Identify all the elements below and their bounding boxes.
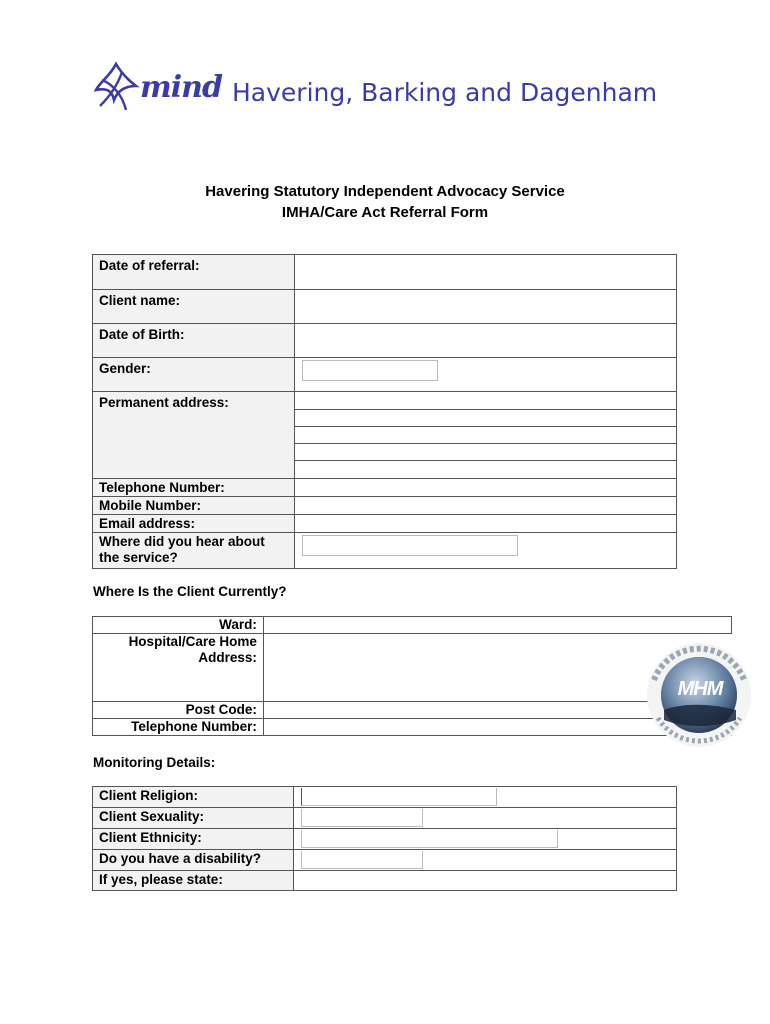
ethnicity-label: Client Ethnicity: [93,829,294,850]
gender-select[interactable] [302,360,438,381]
email-address-label: Email address: [93,515,295,533]
form-title-line1: Havering Statutory Independent Advocacy Service [205,183,565,200]
date-of-referral-field[interactable] [294,255,676,290]
current-location-heading: Where Is the Client Currently? [93,584,287,599]
logo-org-name: Havering, Barking and Dagenham [232,78,658,107]
telephone-number-label: Telephone Number: [93,479,295,497]
date-of-birth-label: Date of Birth: [93,324,295,358]
stamp-initials: MHM [677,678,723,700]
religion-cell [294,787,677,808]
post-code-label: Post Code: [93,702,264,719]
monitoring-table [92,786,677,891]
logo-word: mind [140,70,222,105]
client-name-field[interactable] [294,290,676,324]
gender-label: Gender: [93,358,295,392]
if-yes-label: If yes, please state: [93,871,294,891]
religion-select[interactable] [301,788,497,806]
current-location-table [92,616,732,736]
sexuality-cell [294,808,677,829]
hospital-address-label: Hospital/Care Home Address: [93,634,264,702]
where-heard-label: Where did you hear about the service? [93,533,295,569]
where-heard-select[interactable] [302,535,518,556]
if-yes-field[interactable] [294,871,677,891]
permanent-address-label: Permanent address: [93,392,295,479]
email-address-field[interactable] [294,515,676,533]
disability-select[interactable] [301,851,423,869]
location-telephone-label: Telephone Number: [93,719,264,736]
permanent-address-cell [294,392,676,479]
mobile-number-label: Mobile Number: [93,497,295,515]
address-line-3[interactable] [295,426,676,443]
ethnicity-cell [294,829,677,850]
monitoring-heading: Monitoring Details: [93,755,216,770]
address-line-1[interactable] [295,392,676,409]
sexuality-select[interactable] [301,809,423,827]
disability-cell [294,850,677,871]
disability-label: Do you have a disability? [93,850,294,871]
religion-label: Client Religion: [93,787,294,808]
ward-field[interactable] [263,617,731,634]
client-name-label: Client name: [93,290,295,324]
date-of-birth-field[interactable] [294,324,676,358]
where-heard-cell [294,533,676,569]
mind-star-logo-icon [92,60,140,116]
telephone-number-field[interactable] [294,479,676,497]
address-line-2[interactable] [295,409,676,426]
ward-label: Ward: [93,617,264,634]
address-line-5[interactable] [295,460,676,478]
mobile-number-field[interactable] [294,497,676,515]
personal-details-table [92,254,677,569]
form-title-line2: IMHA/Care Act Referral Form [281,204,489,221]
date-of-referral-label: Date of referral: [93,255,295,290]
address-line-4[interactable] [295,443,676,460]
gender-cell [294,358,676,392]
ethnicity-select[interactable] [301,830,558,848]
sexuality-label: Client Sexuality: [93,808,294,829]
